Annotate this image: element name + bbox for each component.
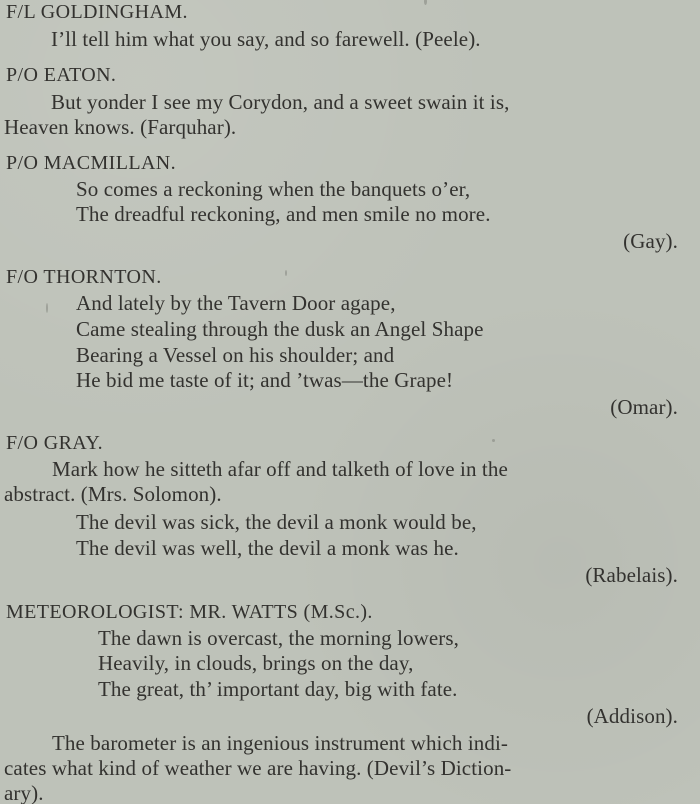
- quote-line: The dawn is overcast, the morning lowers,: [98, 626, 460, 650]
- speaker-goldingham: F/L GOLDINGHAM.: [6, 1, 188, 23]
- quote-line: The devil was sick, the devil a monk would be,: [76, 510, 477, 534]
- quote-line: But yonder I see my Corydon, and a sweet swain it is,: [51, 90, 510, 114]
- prose-line: cates what kind of weather we are having. (Devil’s Diction-: [4, 756, 512, 780]
- prose-line: The barometer is an ingenious instrument which indi-: [52, 731, 509, 755]
- speaker-watts: METEOROLOGIST: MR. WATTS (M.Sc.).: [6, 601, 373, 623]
- quote-line: abstract. (Mrs. Solomon).: [4, 482, 222, 506]
- quote-line: He bid me taste of it; and ’twas—the Grape!: [76, 368, 454, 392]
- quote-line: The great, th’ important day, big with fate.: [98, 677, 458, 701]
- quote-line: Bearing a Vessel on his shoulder; and: [76, 343, 395, 367]
- speaker-gray: F/O GRAY.: [6, 432, 103, 454]
- citation: (Gay).: [623, 229, 678, 253]
- speaker-thornton: F/O THORNTON.: [6, 266, 162, 288]
- paper-mark: [492, 439, 495, 442]
- quote-line: Mark how he sitteth afar off and talketh of love in the: [52, 457, 508, 481]
- speaker-macmillan: P/O MACMILLAN.: [6, 152, 177, 174]
- quote-line: The dreadful reckoning, and men smile no more.: [76, 202, 491, 226]
- prose-line: ary).: [4, 781, 44, 804]
- citation: (Rabelais).: [585, 563, 678, 587]
- citation: (Addison).: [586, 704, 678, 728]
- speaker-eaton: P/O EATON.: [6, 64, 117, 86]
- quote-line: The devil was well, the devil a monk was he.: [76, 536, 459, 560]
- citation: (Omar).: [610, 395, 678, 419]
- quote-line: I’ll tell him what you say, and so farewell. (Peele).: [51, 27, 481, 51]
- paper-mark: [46, 303, 48, 313]
- quote-line: So comes a reckoning when the banquets o’er,: [76, 177, 471, 201]
- quote-line: Heaven knows. (Farquhar).: [4, 115, 237, 139]
- paper-mark: [285, 270, 287, 276]
- paper-mark: [424, 0, 427, 5]
- quote-line: And lately by the Tavern Door agape,: [76, 291, 396, 315]
- quote-line: Came stealing through the dusk an Angel Shape: [76, 317, 484, 341]
- quote-line: Heavily, in clouds, brings on the day,: [98, 651, 414, 675]
